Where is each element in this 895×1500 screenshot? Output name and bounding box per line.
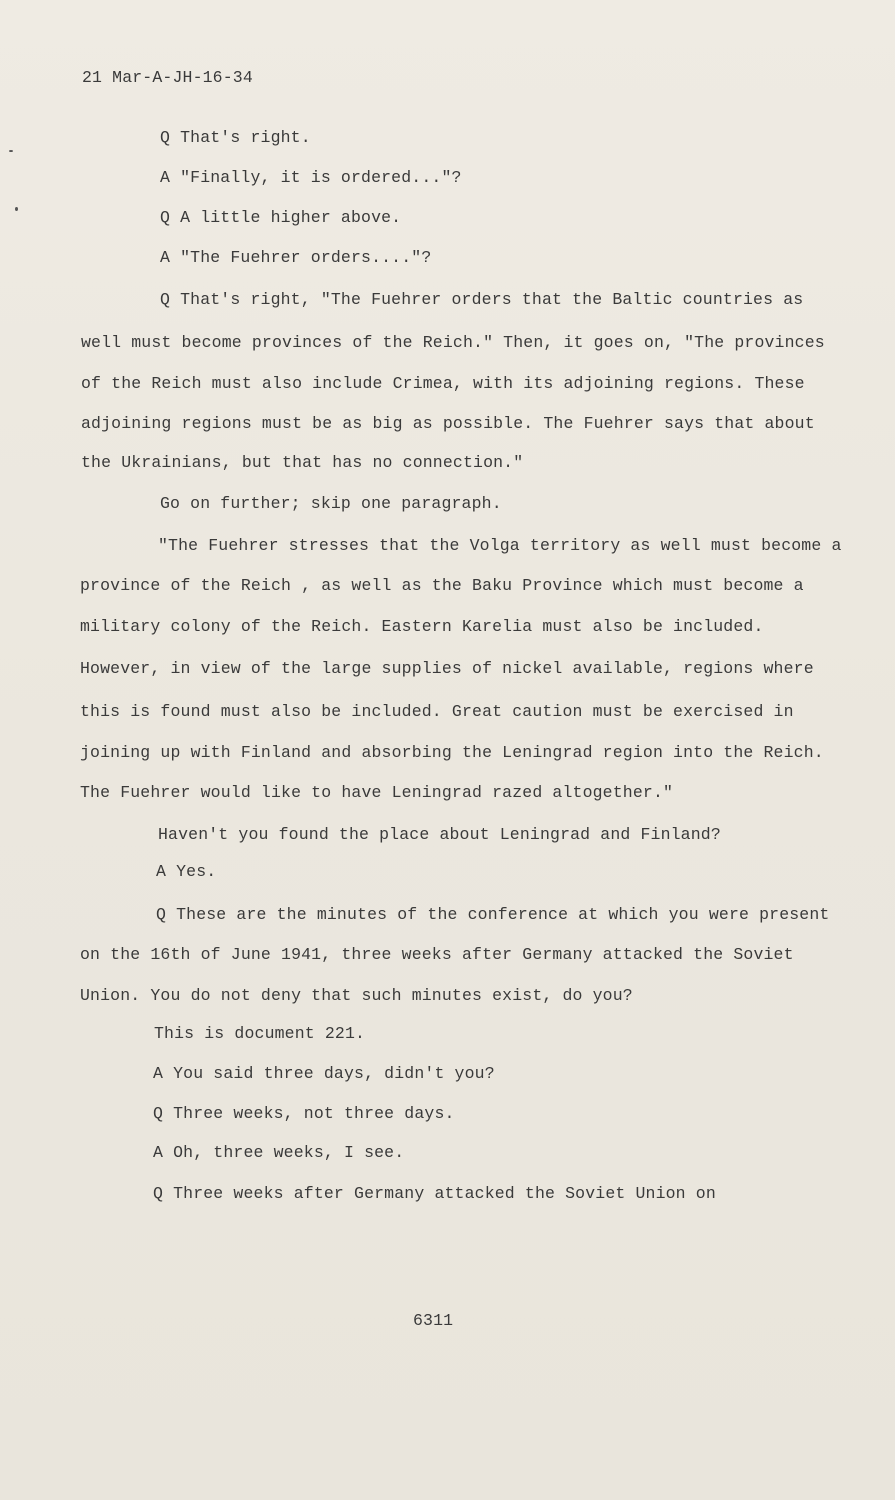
text-line-1: Q That's right. bbox=[160, 128, 311, 147]
text-line-8: adjoining regions must be as big as possible. The Fuehrer says that about bbox=[81, 414, 815, 433]
text-line-26: A Oh, three weeks, I see. bbox=[153, 1143, 405, 1162]
text-line-5: Q That's right, "The Fuehrer orders that the Baltic countries as bbox=[160, 290, 804, 309]
text-line-21: on the 16th of June 1941, three weeks after Germany attacked the Soviet bbox=[80, 945, 794, 964]
text-line-22: Union. You do not deny that such minutes exist, do you? bbox=[80, 986, 633, 1005]
text-line-3: Q A little higher above. bbox=[160, 208, 402, 227]
text-line-4: A "The Fuehrer orders...."? bbox=[160, 248, 432, 267]
text-line-16: joining up with Finland and absorbing the Leningrad region into the Reich. bbox=[80, 743, 824, 762]
text-line-7: of the Reich must also include Crimea, with its adjoining regions. These bbox=[81, 374, 805, 393]
text-line-9: the Ukrainians, but that has no connection." bbox=[81, 453, 524, 472]
text-line-12: province of the Reich , as well as the Baku Province which must become a bbox=[80, 576, 804, 595]
text-line-19: A Yes. bbox=[156, 862, 217, 881]
text-line-10: Go on further; skip one paragraph. bbox=[160, 494, 502, 513]
text-line-13: military colony of the Reich. Eastern Karelia must also be included. bbox=[80, 617, 764, 636]
text-line-20: Q These are the minutes of the conference at which you were present bbox=[156, 905, 830, 924]
paper-speck bbox=[15, 207, 18, 211]
text-line-14: However, in view of the large supplies of nickel available, regions where bbox=[80, 659, 814, 678]
page-header: 21 Mar-A-JH-16-34 bbox=[82, 68, 253, 87]
text-line-2: A "Finally, it is ordered..."? bbox=[160, 168, 462, 187]
paper-speck bbox=[9, 150, 13, 152]
text-line-17: The Fuehrer would like to have Leningrad razed altogether." bbox=[80, 783, 674, 802]
text-line-25: Q Three weeks, not three days. bbox=[153, 1104, 455, 1123]
text-line-11: "The Fuehrer stresses that the Volga territory as well must become a bbox=[158, 536, 842, 555]
text-line-23: This is document 221. bbox=[154, 1024, 366, 1043]
text-line-18: Haven't you found the place about Leningrad and Finland? bbox=[158, 825, 721, 844]
text-line-24: A You said three days, didn't you? bbox=[153, 1064, 495, 1083]
text-line-6: well must become provinces of the Reich." Then, it goes on, "The provinces bbox=[81, 333, 825, 352]
page-number: 6311 bbox=[413, 1311, 454, 1330]
text-line-27: Q Three weeks after Germany attacked the Soviet Union on bbox=[153, 1184, 716, 1203]
text-line-15: this is found must also be included. Great caution must be exercised in bbox=[80, 702, 794, 721]
